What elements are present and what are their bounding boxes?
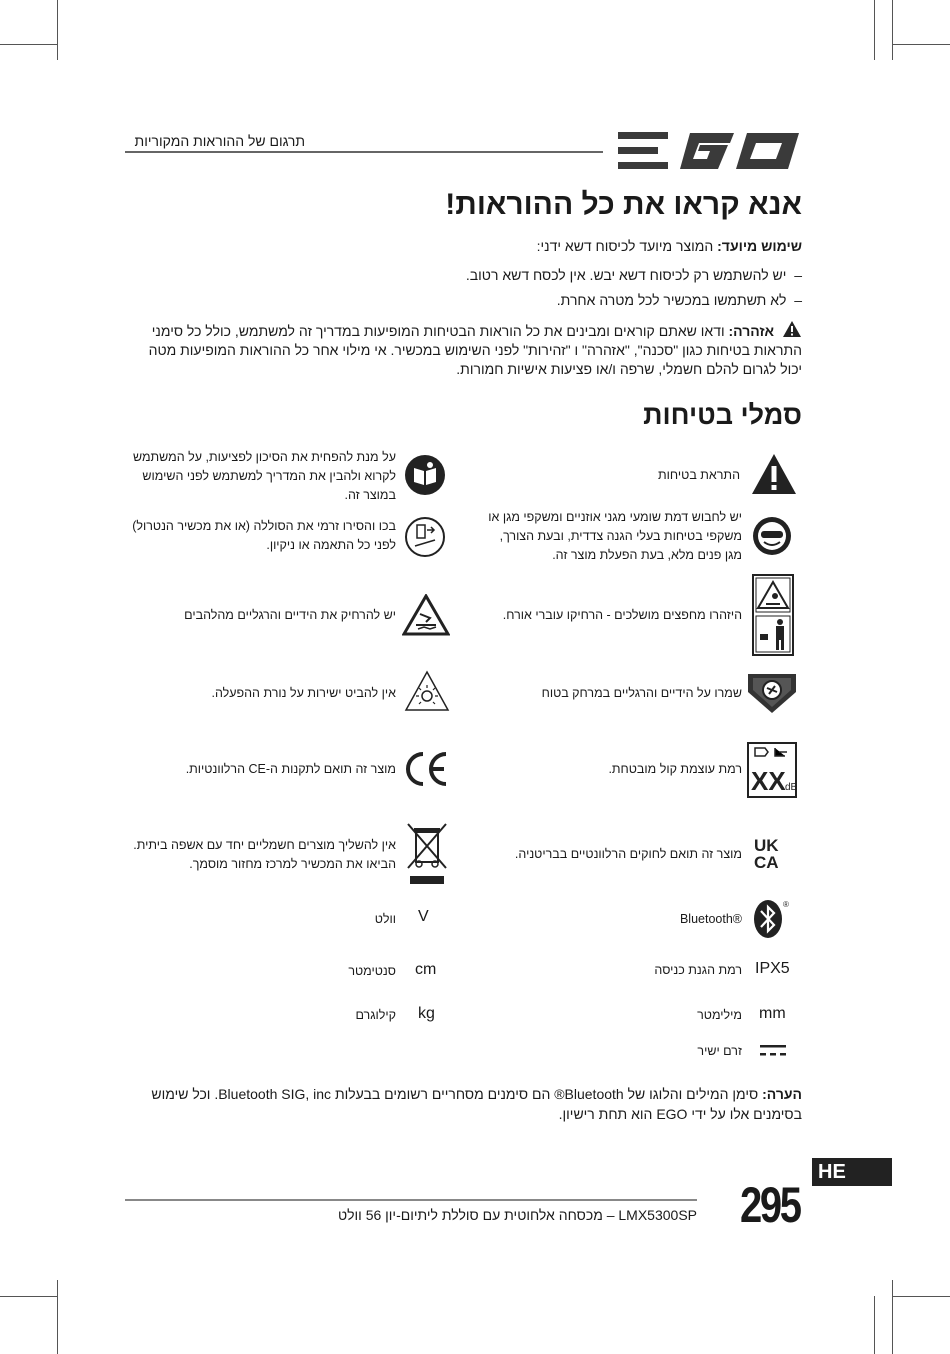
header-rule — [125, 151, 603, 153]
symbol-desc-remove-battery: בכו והסירו זרמי את הסוללה (או את מכשיר הנטרול) לפני כל התאמה או ניקיון. — [132, 519, 396, 552]
symbol-desc-keep-hands-away: יש להרחיק את הידיים והרגליים מהלהבים — [184, 608, 396, 622]
warning-label: אזהרה: — [728, 323, 775, 339]
symbol-desc-kg: קילוגרם — [355, 1008, 396, 1022]
intended-use-item: – לא תשתמשו במכשיר לכל מטרה אחרת. — [556, 292, 802, 308]
svg-text:UK: UK — [754, 836, 779, 855]
intended-use-item: – יש להשתמש רק לכיסוח דשא יבש. אין לכסח דשא רטוב. — [465, 267, 802, 283]
footer-product-line: LMX5300SP – מכסחה אלחוטית עם סוללת ליתיום-יון 56 וולט — [337, 1207, 697, 1223]
symbol-desc-volt: וולט — [374, 912, 396, 926]
symbol-desc-ce: מוצר זה תואם לתקנות ה-CE הרלוונטיות. — [185, 762, 396, 776]
symbol-desc-ip: רמת הגנת כניסה — [654, 963, 742, 977]
hands-feet-distance-icon — [747, 672, 797, 714]
dc-current-icon — [760, 1044, 786, 1058]
ukca-mark-icon — [754, 836, 790, 870]
kg-symbol: kg — [418, 1005, 435, 1022]
ego-logo — [618, 128, 800, 174]
crop-mark — [0, 44, 58, 45]
crop-mark — [874, 1296, 875, 1354]
read-manual-icon — [404, 454, 446, 496]
symbol-desc-noise: רמת עוצמת קול מובטחת. — [608, 762, 742, 776]
ip-rating-symbol: IPX5 — [755, 960, 790, 977]
symbol-desc-hands-feet-distance: שמרו על הידיים והרגליים במרחק בטוח — [541, 686, 742, 700]
eye-ear-protection-icon — [752, 516, 792, 556]
intended-use-label: שימוש מיועד: — [717, 238, 802, 254]
svg-text:®: ® — [783, 900, 789, 909]
symbol-desc-safety-alert: התראת בטיחות — [658, 468, 740, 482]
weee-bin-icon — [404, 822, 450, 886]
warning-block — [130, 320, 802, 379]
crop-mark — [892, 0, 893, 60]
svg-text:dB: dB — [785, 782, 797, 793]
light-warning-icon — [404, 670, 450, 712]
symbol-desc-weee: אין להשליך מוצרים חשמליים יחד עם אשפה ביתית. הביאו את המכשיר למרכז מחזור מוסמך. — [133, 838, 396, 871]
note-text: סימן המילים והלוגו של Bluetooth® הם סימנים מסחריים רשומים בבעלות Bluetooth SIG, inc. וכל שימוש בסימנים אלו על ידי EGO הוא תחת רישיון. — [151, 1086, 802, 1122]
symbol-desc-mm: מילימטר — [697, 1008, 742, 1022]
bluetooth-icon — [752, 898, 792, 940]
cm-symbol: cm — [415, 961, 437, 978]
symbol-desc-cm: סנטימטר — [348, 964, 396, 978]
symbol-desc-eye-protection: יש לחבוש דמת שומעי מגני אוזניים ומשקפי מגן או משקפי בטיחות בעלי הגנה צדדית, ובעת הצורך, מגן פנים מלא, בעת הפעלת מוצר זה. — [488, 510, 742, 562]
warning-triangle-icon — [782, 320, 802, 338]
thrown-objects-icon — [752, 574, 794, 656]
page-number: 295 — [740, 1177, 800, 1233]
crop-mark — [57, 1280, 58, 1354]
symbol-desc-bluetooth: Bluetooth® — [679, 912, 742, 926]
note-label: הערה: — [762, 1086, 802, 1102]
symbol-desc-ukca: מוצר זה תואם לחוקים הרלוונטיים בבריטניה. — [514, 847, 742, 861]
crop-mark — [874, 0, 875, 60]
warning-text: ודאו שאתם קוראים ומבינים את כל הוראות הבטיחות המופיעות במדריך זה למשתמש, כולל כל סימני התראות בטיחות כגון "סכנה", "אזהרה" ו "זהירות" לפני השימוש במכשיר. אי מילוי אחר כל ההוראות המופיעות מטה יכול לגרום להלם חשמלי, שרפה ו/או פציעות אישיות חמורות. — [148, 323, 802, 377]
header-section-title: תרגום של ההוראות המקוריות — [134, 133, 305, 149]
main-title: אנא קראו את כל ההוראות! — [445, 188, 802, 221]
trademark-note — [130, 1084, 802, 1124]
language-tab: HE — [812, 1158, 892, 1186]
remove-battery-icon — [404, 516, 446, 558]
volt-symbol: V — [418, 908, 429, 925]
intended-use-text: המוצר מיועד לכיסוח דשא ידני: — [536, 238, 714, 254]
noise-level-icon — [747, 742, 797, 798]
keep-hands-away-icon — [402, 594, 450, 636]
footer-rule — [125, 1199, 697, 1201]
crop-mark — [892, 44, 950, 45]
safety-alert-icon — [750, 452, 798, 496]
svg-text:CA: CA — [754, 853, 779, 870]
crop-mark — [57, 0, 58, 60]
symbol-desc-dc: זרם ישיר — [697, 1044, 742, 1058]
mm-symbol: mm — [759, 1005, 786, 1022]
crop-mark — [892, 1280, 893, 1354]
symbol-desc-read-manual: על מנת להפחית את הסיכון לפציעות, על המשתמש לקרוא ולהבין את המדריך למשתמש לפני השימוש במוצר זה. — [132, 450, 396, 502]
crop-mark — [892, 1296, 950, 1297]
symbol-desc-thrown-objects: היזהרו מחפצים מושלכים - הרחיקו עוברי אורח. — [502, 608, 742, 622]
symbols-title: סמלי בטיחות — [643, 400, 802, 430]
symbol-desc-light: אין להביט ישירות על נורת ההפעלה. — [211, 686, 396, 700]
ce-mark-icon — [404, 750, 450, 788]
crop-mark — [0, 1296, 58, 1297]
svg-text:XX: XX — [751, 766, 786, 796]
intended-use — [130, 237, 802, 256]
